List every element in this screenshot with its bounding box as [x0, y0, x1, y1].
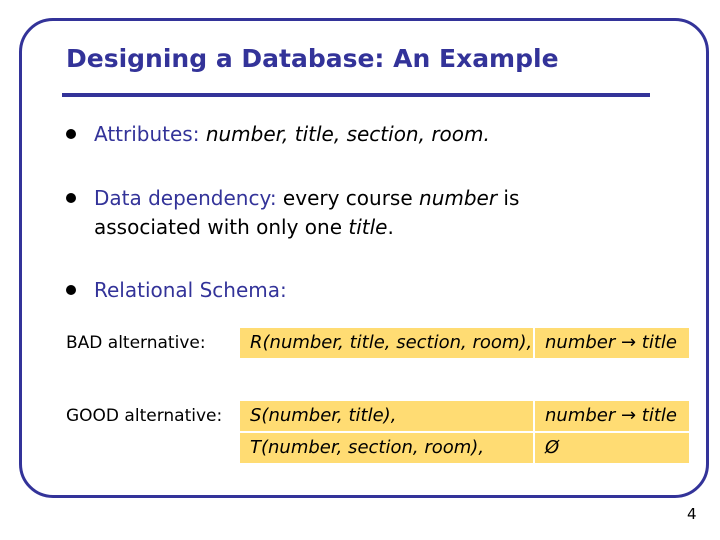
schema-term: Relational Schema: — [94, 278, 287, 302]
title-divider — [62, 93, 650, 97]
slide-title: Designing a Database: An Example — [66, 44, 559, 73]
good-dependency-cell-1: number → title — [535, 401, 689, 431]
bad-dependency-cell: number → title — [535, 328, 689, 358]
dependency-text-a: every course — [276, 186, 420, 210]
page-number: 4 — [687, 505, 697, 523]
dependency-line2-a: associated with only one — [94, 215, 349, 239]
attributes-list: number, title, section, room. — [199, 122, 490, 146]
dependency-line2-c: . — [387, 215, 394, 239]
bullet-icon — [66, 129, 76, 139]
bullet-attributes — [94, 120, 490, 148]
bad-alternative-label: BAD alternative: — [66, 333, 206, 353]
dependency-term: Data dependency: — [94, 186, 277, 210]
bullet-icon — [66, 193, 76, 203]
bullet-dependency — [94, 184, 519, 212]
good-schema-cell-1: S(number, title), — [240, 401, 533, 431]
bullet-dependency-line2 — [94, 213, 394, 241]
attributes-term: Attributes: — [94, 122, 200, 146]
bad-schema-cell: R(number, title, section, room), — [240, 328, 533, 358]
dependency-text-b: number — [419, 186, 498, 210]
bullet-icon — [66, 285, 76, 295]
good-dependency-cell-2: Ø — [535, 433, 689, 463]
good-alternative-label: GOOD alternative: — [66, 406, 223, 426]
good-schema-cell-2: T(number, section, room), — [240, 433, 533, 463]
bullet-schema — [94, 276, 287, 304]
dependency-text-c: is — [497, 186, 520, 210]
dependency-line2-b: title — [348, 215, 388, 239]
